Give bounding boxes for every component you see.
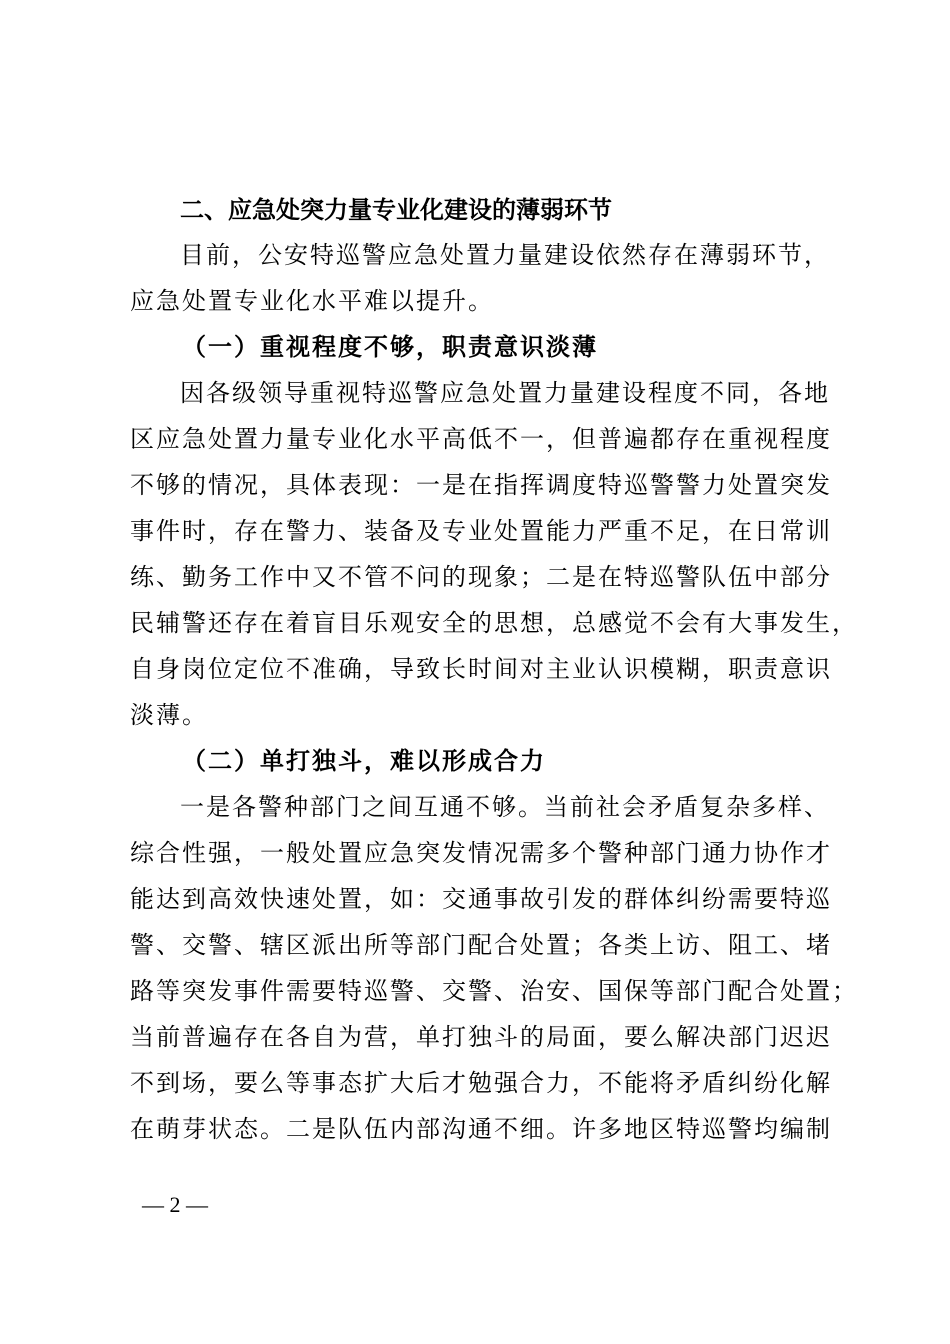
paragraph-line: 应急处置专业化水平难以提升。 <box>130 287 494 315</box>
paragraph-line: 一是各警种部门之间互通不够。当前社会矛盾复杂多样、 <box>180 793 830 821</box>
paragraph-line: 民辅警还存在着盲目乐观安全的思想，总感觉不会有大事发生， <box>130 609 858 637</box>
paragraph-line: 区应急处置力量专业化水平高低不一，但普遍都存在重视程度 <box>130 425 832 453</box>
section-heading: 二、应急处突力量专业化建设的薄弱环节 <box>180 196 612 224</box>
paragraph-line: 目前，公安特巡警应急处置力量建设依然存在薄弱环节， <box>180 241 830 269</box>
paragraph-line: 警、交警、辖区派出所等部门配合处置；各类上访、阻工、堵 <box>130 931 832 959</box>
subsection-title: （一）重视程度不够，职责意识淡薄 <box>182 332 598 361</box>
paragraph-line: 因各级领导重视特巡警应急处置力量建设程度不同，各地 <box>180 379 830 407</box>
page-number: — 2 — <box>142 1192 208 1217</box>
paragraph-line: 练、勤务工作中又不管不问的现象；二是在特巡警队伍中部分 <box>130 563 832 591</box>
paragraph-line: 在萌芽状态。二是队伍内部沟通不细。许多地区特巡警均编制 <box>130 1115 832 1143</box>
paragraph-line: 路等突发事件需要特巡警、交警、治安、国保等部门配合处置； <box>130 977 858 1005</box>
paragraph-line: 能达到高效快速处置，如：交通事故引发的群体纠纷需要特巡 <box>130 885 832 913</box>
paragraph-line: 综合性强，一般处置应急突发情况需多个警种部门通力协作才 <box>130 839 832 867</box>
subsection-title: （二）单打独斗，难以形成合力 <box>182 746 546 775</box>
paragraph-line: 自身岗位定位不准确，导致长时间对主业认识模糊，职责意识 <box>130 655 832 683</box>
paragraph-line: 淡薄。 <box>130 701 208 729</box>
paragraph-line: 当前普遍存在各自为营，单打独斗的局面，要么解决部门迟迟 <box>130 1023 832 1051</box>
paragraph-line: 不到场，要么等事态扩大后才勉强合力，不能将矛盾纠纷化解 <box>130 1069 832 1097</box>
paragraph-line: 不够的情况，具体表现：一是在指挥调度特巡警警力处置突发 <box>130 471 832 499</box>
paragraph-line: 事件时，存在警力、装备及专业处置能力严重不足，在日常训 <box>130 517 832 545</box>
